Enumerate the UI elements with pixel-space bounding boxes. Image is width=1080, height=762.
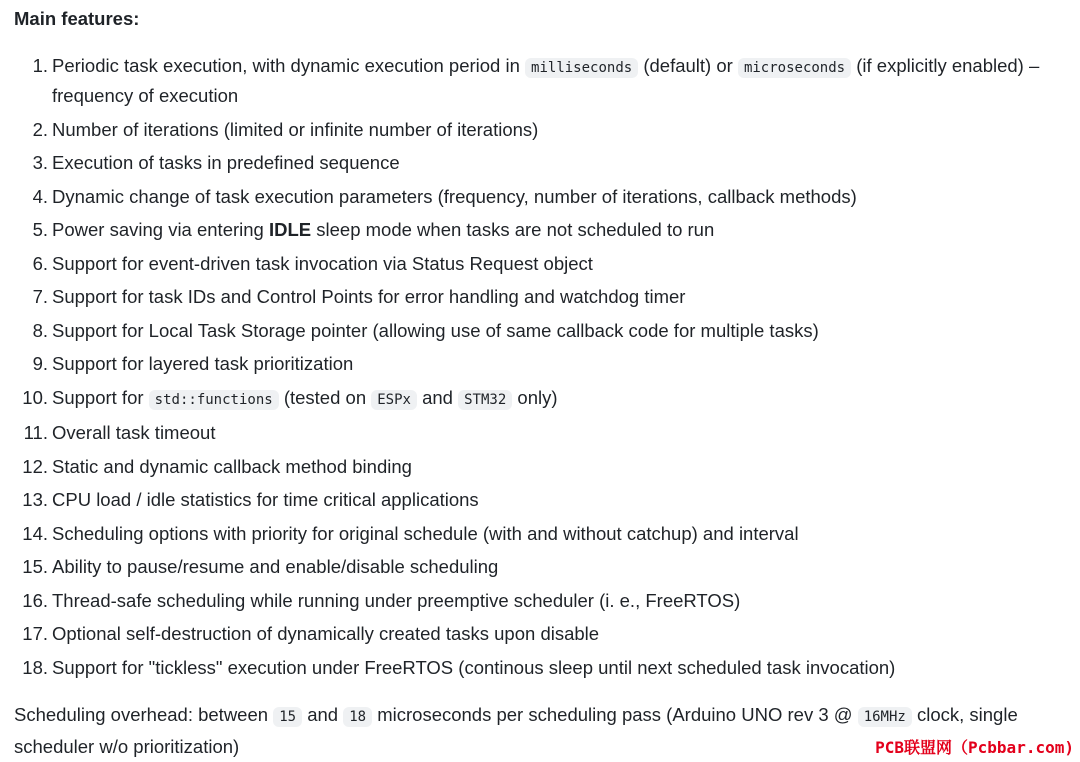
list-item-number: 16. [22,589,48,611]
list-item [14,317,1066,345]
inline-code: milliseconds [525,58,638,78]
list-item-text: Thread-safe scheduling while running under preemptive scheduler (i. e., FreeRTOS) [52,589,741,611]
list-item-text: Support for layered task prioritization [52,353,354,374]
list-item [14,350,1066,378]
overhead-text: microseconds per scheduling pass (Arduino UNO rev 3 @ [372,703,858,725]
list-item-text: Execution of tasks in predefined sequence [52,152,400,173]
list-item-text: (default) or [638,55,738,76]
inline-code: 18 [343,707,372,727]
list-item-text: Power saving via entering [52,219,269,240]
list-item-number: 12. [22,455,48,477]
list-item-number: 9. [32,353,48,374]
list-item [14,553,1066,581]
section-heading: Main features: [14,8,140,29]
list-item-text: (if explicitly enabled) – frequency of execution [52,55,1040,106]
list-item-text: (tested on [278,386,372,408]
list-item-number: 8. [32,319,48,341]
list-item-text: Support for [52,386,149,408]
inline-code: STM32 [458,390,512,410]
list-item [14,250,1066,278]
list-item [14,520,1066,548]
list-item-text: Static and dynamic callback method binding [52,455,412,477]
list-item-text: Support for event-driven task invocation via Status Request object [52,252,593,274]
list-item [14,654,1066,682]
list-item [14,486,1066,514]
list-item [14,587,1066,615]
list-item-text: Dynamic change of task execution parameters (frequency, number of iterations, callback methods) [52,185,857,207]
list-item-number: 4. [32,185,48,207]
list-item-text: Support for Local Task Storage pointer (allowing use of same callback code for multiple tasks) [52,319,819,341]
overhead-text: and [302,703,344,725]
list-item [14,52,1066,110]
list-item-number: 10. [22,386,48,408]
list-item [14,283,1066,311]
list-item-text: Overall task timeout [52,422,216,443]
overhead-text: Scheduling overhead: between [14,703,274,725]
list-item-number: 11. [23,422,48,443]
watermark: PCB联盟网（Pcbbar.com) [875,738,1074,757]
inline-code: std::functions [149,390,279,410]
list-item-text: Ability to pause/resume and enable/disable scheduling [52,556,499,577]
list-item [14,384,1066,414]
list-item-number: 5. [32,219,48,240]
list-item-text: CPU load / idle statistics for time critical applications [52,489,479,510]
list-item [14,419,1066,447]
readme-section [14,0,1066,761]
list-item-text: sleep mode when tasks are not scheduled to run [311,219,715,240]
list-item-text: Periodic task execution, with dynamic execution period in [52,55,526,76]
list-item-text: only) [512,386,558,408]
list-item [14,183,1066,211]
list-item-number: 17. [22,623,48,644]
list-item-number: 15. [22,556,48,577]
list-item-number: 13. [22,489,48,510]
list-item-number: 7. [32,286,48,307]
list-item [14,453,1066,481]
list-item-number: 6. [32,252,48,274]
list-item [14,216,1066,244]
list-item [14,149,1066,177]
inline-code: ESPx [371,390,417,410]
list-item-text: Number of iterations (limited or infinite number of iterations) [52,118,539,140]
list-item-number: 2. [32,118,48,140]
list-item-text: Support for task IDs and Control Points for error handling and watchdog timer [52,286,686,307]
inline-code: 15 [273,707,302,727]
list-item-text: and [416,386,459,408]
list-item-number: 14. [22,522,48,544]
list-item-text: Support for "tickless" execution under FreeRTOS (continous sleep until next scheduled task invocation) [52,656,896,678]
list-item [14,620,1066,648]
inline-code: 16MHz [858,707,912,727]
overhead-text: clock, single scheduler w/o prioritization) [14,703,1018,757]
inline-code: microseconds [738,58,851,78]
list-item-number: 3. [32,152,48,173]
features-list [14,52,1066,682]
list-item-number: 1. [32,55,48,76]
bold-text: IDLE [268,219,312,240]
list-item [14,116,1066,144]
list-item-text: Optional self-destruction of dynamically created tasks upon disable [52,623,600,644]
list-item-number: 18. [22,656,48,678]
list-item-text: Scheduling options with priority for original schedule (with and without catchup) and interval [52,522,799,544]
